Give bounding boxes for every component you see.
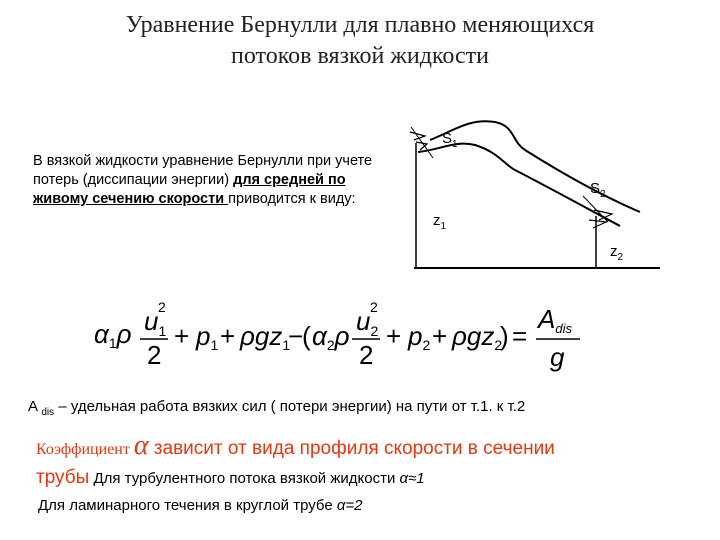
- formula-u2: $u_2$: [356, 306, 379, 339]
- turbulent-value: α≈1: [399, 470, 425, 487]
- pipe-upper-wall: [430, 121, 640, 212]
- intro-paragraph: [33, 152, 378, 209]
- formula-rho-g-z2: ρgz2: [452, 321, 503, 353]
- formula-open-paren: (: [302, 321, 311, 351]
- s2-arrow-icon-2: [589, 220, 606, 228]
- intro-text-1: В вязкой жидкости уравнение Бернулли при учете потерь (диссипации энергии): [33, 153, 373, 188]
- laminar-value: α=2: [336, 497, 363, 514]
- intro-underlined-text: для средней по живому сечению скорости: [33, 172, 346, 207]
- formula-u1: $u_1$: [144, 306, 167, 339]
- formula-minus: −: [288, 321, 304, 351]
- title-line-2: потоков вязкой жидкости: [231, 43, 489, 69]
- title-line-1: Уравнение Бернулли для плавно меняющихся: [125, 12, 595, 38]
- formula-denominator-2: 2: [359, 340, 374, 370]
- a-dis-text: – удельная работа вязких сил ( потери энергии) на пути от т.1. к т.2: [54, 398, 526, 415]
- s2-label: $S_2$: [590, 180, 606, 200]
- formula-alpha-2: α2ρ: [312, 321, 350, 353]
- coefficient-alpha: α: [133, 430, 149, 461]
- a-dis-subscript: dis: [41, 407, 55, 418]
- intro-text-2: приводится к виду:: [228, 191, 356, 207]
- formula-u1-power: 2: [158, 299, 166, 315]
- a-dis-symbol: A: [28, 398, 42, 415]
- formula-u2-power: 2: [370, 299, 378, 315]
- formula-plus-4: +: [432, 321, 448, 351]
- page-title: [0, 10, 720, 72]
- formula-plus-2: +: [220, 321, 236, 351]
- z1-label: $z_1$: [433, 212, 447, 232]
- coefficient-text-2: трубы: [36, 467, 90, 488]
- flow-diagram: [400, 118, 670, 278]
- a-dis-definition: [28, 398, 708, 418]
- coefficient-text-1: зависит от вида профиля скорости в сечении: [148, 438, 555, 459]
- formula-denominator-1: 2: [147, 340, 162, 370]
- bernoulli-formula: [88, 288, 588, 378]
- turbulent-text: Для турбулентного потока вязкой жидкости: [89, 470, 400, 487]
- s1-label: $S_1$: [442, 130, 458, 150]
- laminar-text: Для ламинарного течения в круглой трубе: [38, 497, 337, 514]
- formula-plus-1: +: [174, 321, 190, 351]
- formula-alpha-1: α1ρ: [94, 319, 132, 351]
- laminar-paragraph: [38, 497, 688, 514]
- formula-equals: =: [512, 321, 528, 351]
- formula-g: g: [550, 342, 565, 372]
- formula-rho-g-z1: ρgz1: [240, 321, 291, 353]
- coefficient-word: Коэффициент: [36, 441, 134, 458]
- coefficient-paragraph: [36, 432, 686, 493]
- formula-p2: p2: [408, 321, 431, 353]
- z2-label: $z_2$: [610, 243, 624, 263]
- s1-arrow-icon-2: [416, 142, 427, 150]
- formula-a-dis: Adis: [538, 304, 572, 336]
- formula-p1: p1: [196, 321, 219, 353]
- formula-close-paren: ): [500, 321, 509, 351]
- formula-plus-3: +: [386, 321, 402, 351]
